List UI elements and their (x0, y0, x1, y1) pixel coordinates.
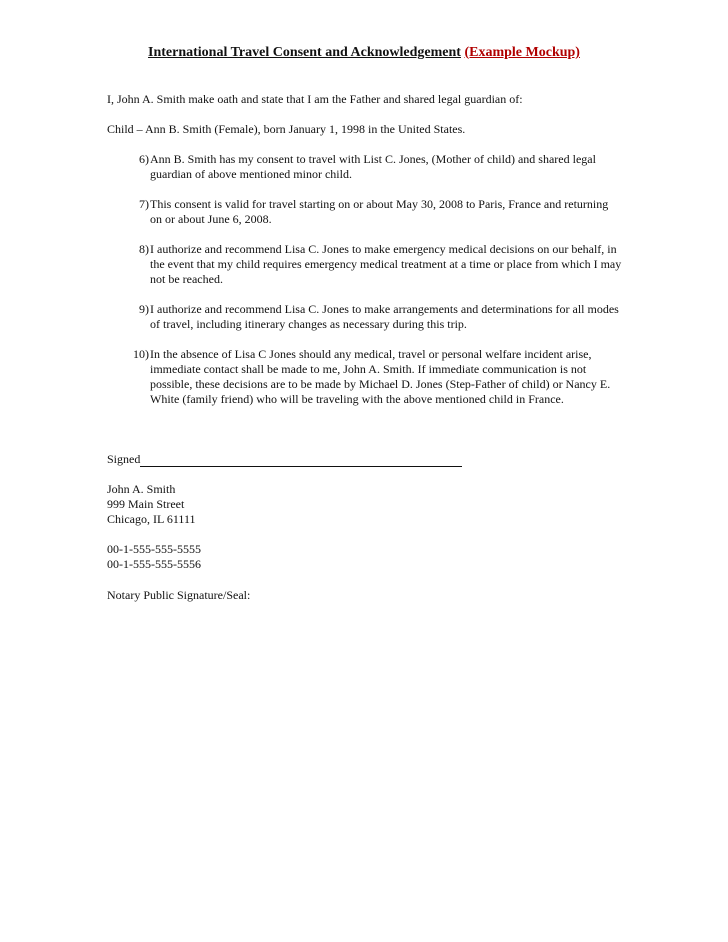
signed-label: Signed (107, 452, 141, 466)
list-item-text: I authorize and recommend Lisa C. Jones to make emergency medical decisions on our behalf, in the event that my child requires emergency medical treatment at a time or place from which I may not be reached. (150, 242, 622, 286)
list-item-number: 8) (139, 242, 149, 256)
list-item-text: In the absence of Lisa C Jones should any medical, travel or personal welfare incident arise, immediate contact shall be made to me, John A. Smith. If immediate communication is not possible, these decisions are to be made by Michael D. Jones (Step-Father of child) or Nancy E. White (family friend) who will be traveling with the above mentioned child in France. (150, 347, 611, 406)
intro-statement: I, John A. Smith make oath and state that I am the Father and shared legal guardian of: (107, 92, 523, 106)
signer-address-block (107, 482, 196, 527)
list-item-text: Ann B. Smith has my consent to travel with List C. Jones, (Mother of child) and shared legal guardian of above mentioned minor child. (150, 152, 596, 181)
list-item-number: 9) (139, 302, 149, 316)
list-item-text: This consent is valid for travel starting on or about May 30, 2008 to Paris, France and returning on or about June 6, 2008. (150, 197, 609, 226)
notary-label: Notary Public Signature/Seal: (107, 588, 251, 602)
list-item-text: I authorize and recommend Lisa C. Jones to make arrangements and determinations for all modes of travel, including itinerary changes as necessary during this trip. (150, 302, 619, 331)
signature-row (107, 452, 462, 467)
phone-block (107, 542, 201, 572)
phone-number-2: 00-1-555-555-5556 (107, 557, 201, 571)
signature-line (140, 454, 462, 467)
title-example-note: (Example Mockup) (464, 45, 580, 60)
list-item-number: 10) (133, 347, 149, 361)
document-title (0, 44, 728, 61)
list-item (107, 197, 627, 227)
list-item-number: 7) (139, 197, 149, 211)
consent-items-list (107, 152, 627, 422)
list-item (107, 302, 627, 332)
phone-number-1: 00-1-555-555-5555 (107, 542, 201, 556)
signer-city: Chicago, IL 61111 (107, 512, 196, 526)
list-item-number: 6) (139, 152, 149, 166)
signer-name: John A. Smith (107, 482, 176, 496)
list-item (107, 347, 627, 407)
list-item (107, 242, 627, 287)
child-line: Child – Ann B. Smith (Female), born January 1, 1998 in the United States. (107, 122, 466, 136)
signer-street: 999 Main Street (107, 497, 185, 511)
list-item (107, 152, 627, 182)
notary-block (107, 588, 250, 603)
title-main: International Travel Consent and Acknowledgement (148, 45, 461, 60)
